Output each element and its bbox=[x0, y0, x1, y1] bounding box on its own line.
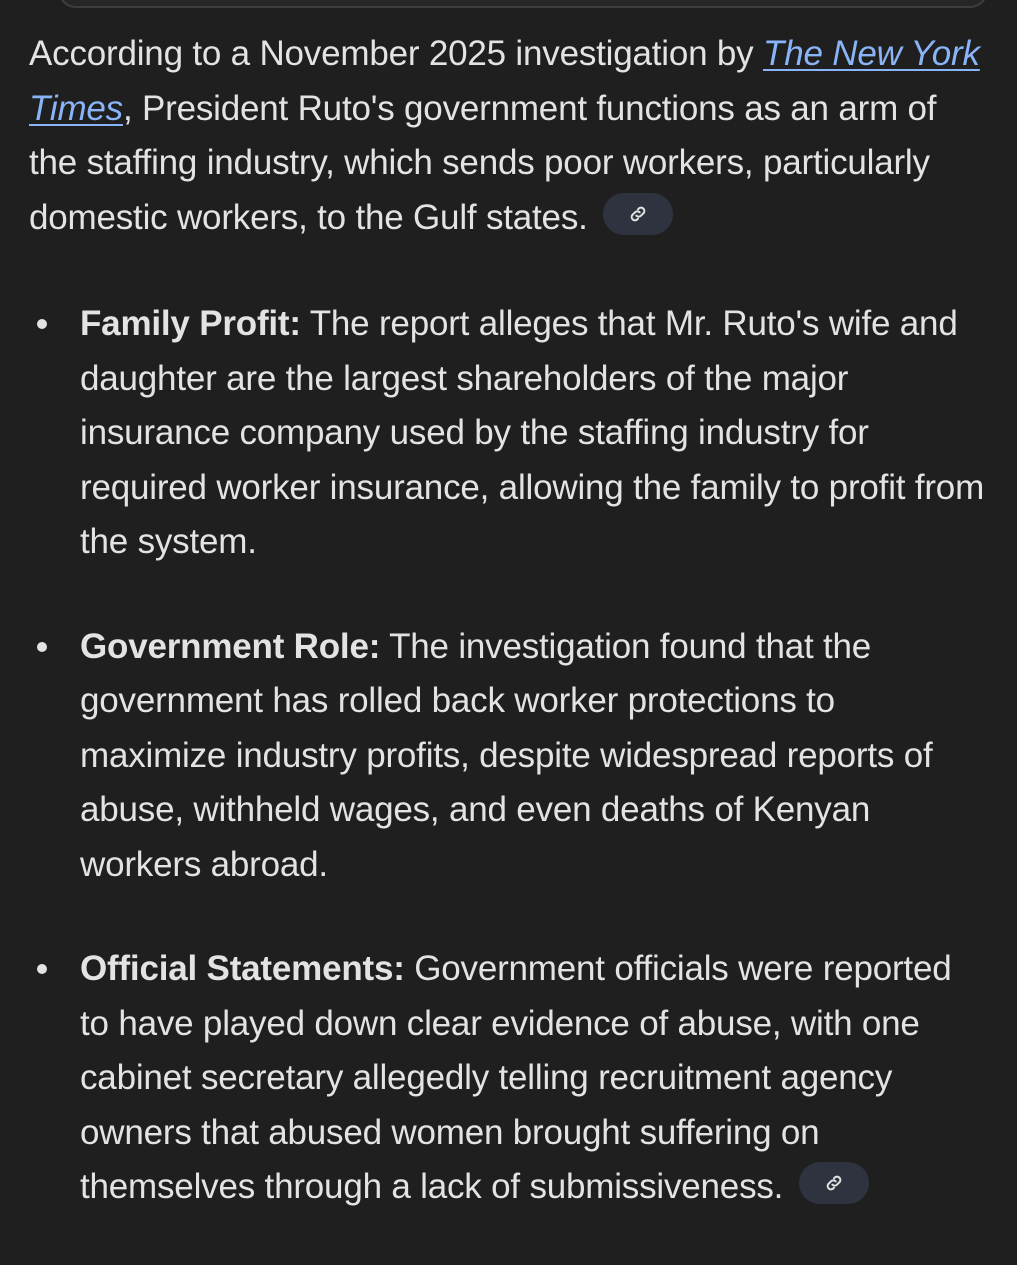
list-item-government-role bbox=[29, 620, 989, 893]
point-label: Official Statements: bbox=[80, 949, 405, 988]
intro-text-after-link: , President Ruto's government functions as an arm of the staffing industry, which sends poor workers, particularly domestic workers, to the Gulf states. bbox=[29, 88, 937, 237]
bullet-dot bbox=[37, 319, 47, 329]
source-chip-2[interactable] bbox=[799, 1162, 869, 1204]
input-box-edge bbox=[58, 0, 988, 8]
bullet-list bbox=[29, 297, 989, 1215]
point-label: Government Role: bbox=[80, 626, 381, 666]
link-icon bbox=[824, 1173, 844, 1193]
source-link-nytimes[interactable]: The New York Times bbox=[29, 34, 980, 128]
link-icon bbox=[628, 204, 648, 224]
list-item-official-statements bbox=[29, 942, 989, 1215]
list-item-family-profit bbox=[29, 297, 989, 570]
bullet-dot bbox=[37, 964, 47, 974]
point-text: Government officials were reported to have played down clear evidence of abuse, with one cabinet secretary allegedly telling recruitment agency owners that abused women brought suffering on themselves through a lack of submissiveness. bbox=[80, 949, 952, 1206]
point-label: Family Profit: bbox=[80, 304, 301, 343]
source-chip-1[interactable] bbox=[603, 193, 673, 235]
intro-text-before-link: According to a November 2025 investigation by bbox=[29, 34, 764, 73]
point-text: The investigation found that the government has rolled back worker protections to maximize industry profits, despite widespread reports of abuse, withheld wages, and even deaths of Kenyan workers abroad. bbox=[80, 626, 933, 884]
point-text: The report alleges that Mr. Ruto's wife and daughter are the largest shareholders of the major insurance company used by the staffing industry for required worker insurance, allowing the family to profit from the system. bbox=[80, 304, 985, 561]
response-content bbox=[29, 27, 989, 1265]
bullet-dot bbox=[37, 642, 47, 652]
intro-paragraph bbox=[29, 27, 989, 245]
